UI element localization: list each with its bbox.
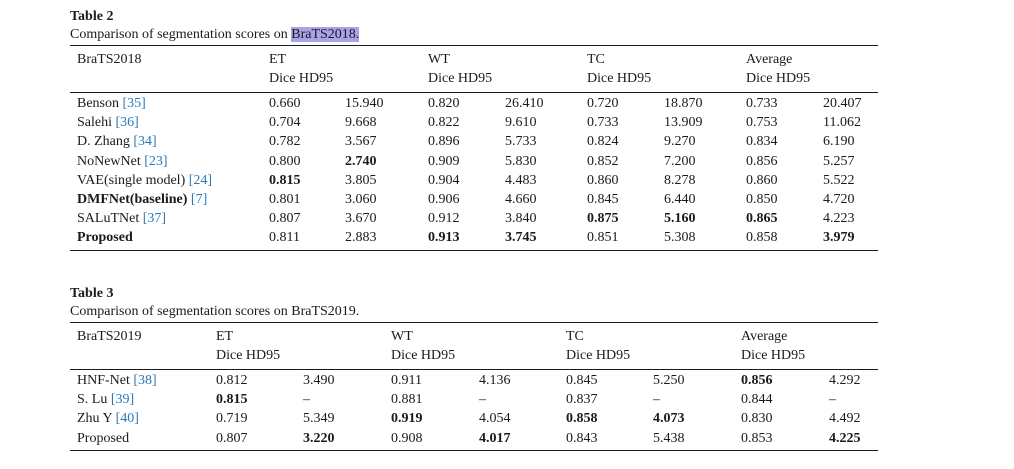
table-cell: 0.913 [428, 230, 460, 246]
method-label: D. Zhang [77, 134, 130, 150]
citation-link[interactable]: [39] [110, 392, 135, 408]
group-header-wt: WT [391, 329, 413, 344]
table-cell: 4.660 [505, 192, 537, 207]
table-2-bottom-rule [70, 250, 878, 251]
table-cell: 0.850 [746, 192, 778, 207]
table-cell: – [479, 392, 486, 408]
table-cell: 0.807 [269, 211, 301, 227]
metric-subheader: Dice HD95 [741, 348, 806, 363]
citation-link[interactable]: [35] [122, 96, 146, 111]
table-cell: 4.492 [829, 411, 861, 427]
table-cell: – [303, 392, 310, 408]
group-header-tc: TC [566, 329, 584, 344]
table-cell: 5.308 [664, 230, 696, 246]
table-cell: 0.853 [741, 430, 773, 446]
table-2-caption-highlight[interactable]: BraTS2018. [291, 27, 360, 42]
method-label: DMFNet(baseline) [77, 192, 188, 207]
table-cell: 0.852 [587, 153, 619, 169]
table-cell: 4.136 [479, 373, 511, 388]
group-header-wt: WT [428, 52, 450, 67]
table-cell: 0.719 [216, 411, 248, 427]
table-cell: 3.745 [505, 230, 537, 246]
table-cell: 7.200 [664, 153, 696, 169]
table-cell: 4.483 [505, 172, 537, 188]
table-cell: – [653, 392, 660, 408]
table-cell: 0.906 [428, 192, 460, 207]
method-name [77, 229, 133, 247]
table-cell: 0.881 [391, 392, 423, 408]
table-2-header-rule [70, 92, 878, 93]
method-label: HNF-Net [77, 373, 130, 388]
group-header-et: ET [216, 329, 234, 344]
table-cell: 3.670 [345, 211, 377, 227]
metric-subheader: Dice HD95 [216, 348, 281, 363]
table-cell: 0.904 [428, 172, 460, 188]
table-cell: 0.865 [746, 211, 778, 227]
table-cell: 0.753 [746, 115, 778, 131]
dataset-header: BraTS2018 [77, 52, 142, 67]
group-header-average: Average [741, 329, 788, 344]
table-cell: 0.896 [428, 134, 460, 150]
table-cell: 9.270 [664, 134, 696, 150]
citation-link[interactable]: [38] [133, 373, 157, 388]
table-cell: 3.567 [345, 134, 377, 150]
method-label: Proposed [77, 430, 130, 446]
method-name [77, 410, 139, 428]
metric-subheader: Dice HD95 [391, 348, 456, 363]
method-name [77, 210, 166, 228]
method-label: S. Lu [77, 392, 108, 408]
table-cell: 4.292 [829, 373, 861, 388]
table-cell: 0.733 [746, 96, 778, 111]
table-cell: 0.801 [269, 192, 301, 207]
table-cell: 0.856 [746, 153, 778, 169]
table-cell: 6.440 [664, 192, 696, 207]
table-cell: 0.822 [428, 115, 460, 131]
table-cell: 0.812 [216, 373, 248, 388]
table-cell: 5.830 [505, 153, 537, 169]
table-cell: 0.919 [391, 411, 423, 427]
metric-subheader: Dice HD95 [587, 71, 652, 86]
table-cell: 0.720 [587, 96, 619, 111]
method-name [77, 430, 129, 448]
table-cell: 4.017 [479, 430, 511, 446]
table-cell: 13.909 [664, 115, 703, 131]
method-name [77, 133, 157, 151]
table-cell: 5.160 [664, 211, 696, 227]
table-3-top-rule [70, 322, 878, 323]
table-cell: 0.858 [566, 411, 598, 427]
table-cell: – [829, 392, 836, 408]
metric-subheader: Dice HD95 [746, 71, 811, 86]
method-name [77, 95, 146, 113]
method-name [77, 114, 139, 132]
method-name [77, 191, 207, 209]
table-cell: 0.875 [587, 211, 619, 227]
table-cell: 2.883 [345, 230, 377, 246]
method-name [77, 172, 212, 190]
table-cell: 4.054 [479, 411, 511, 427]
table-3-bottom-rule [70, 450, 878, 451]
table-cell: 0.807 [216, 430, 248, 446]
table-cell: 4.223 [823, 211, 855, 227]
table-cell: 5.349 [303, 411, 335, 427]
table-cell: 3.060 [345, 192, 377, 207]
method-label: NoNewNet [77, 153, 141, 169]
method-label: Benson [77, 96, 119, 111]
table-cell: 0.860 [746, 172, 778, 188]
table-cell: 0.815 [216, 392, 248, 408]
citation-link[interactable]: [40] [115, 411, 139, 427]
table-cell: 0.858 [746, 230, 778, 246]
table-2-top-rule [70, 45, 878, 46]
table-cell: 3.979 [823, 230, 855, 246]
table-cell: 0.908 [391, 430, 423, 446]
group-header-tc: TC [587, 52, 605, 67]
table-cell: 5.257 [823, 153, 855, 169]
table-cell: 5.733 [505, 134, 537, 150]
table-cell: 0.837 [566, 392, 598, 408]
table-cell: 4.225 [829, 430, 861, 446]
table-cell: 0.704 [269, 115, 301, 131]
table-2-caption-text: Comparison of segmentation scores on [70, 27, 292, 42]
method-label: SALuTNet [77, 211, 140, 227]
table-3 [70, 283, 878, 463]
table-cell: 3.490 [303, 373, 335, 388]
method-label: Salehi [77, 115, 112, 131]
citation-link[interactable]: [24] [188, 172, 213, 188]
method-name [77, 153, 168, 171]
table-cell: 0.800 [269, 153, 301, 169]
method-label: VAE(single model) [77, 172, 186, 188]
table-cell: 0.733 [587, 115, 619, 131]
table-cell: 3.840 [505, 211, 537, 227]
table-2-label: Table 2 [70, 9, 114, 24]
metric-subheader: Dice HD95 [566, 348, 631, 363]
group-header-average: Average [746, 52, 793, 67]
table-2 [70, 6, 878, 256]
table-cell: 4.073 [653, 411, 685, 427]
table-cell: 0.909 [428, 153, 460, 169]
table-cell: 0.845 [587, 192, 619, 207]
method-name [77, 391, 134, 409]
method-label: Zhu Y [77, 411, 113, 427]
table-cell: 0.843 [566, 430, 598, 446]
table-cell: 0.856 [741, 373, 773, 388]
table-cell: 5.438 [653, 430, 685, 446]
table-cell: 20.407 [823, 96, 862, 111]
table-cell: 9.610 [505, 115, 537, 131]
table-cell: 0.844 [741, 392, 773, 408]
table-cell: 18.870 [664, 96, 703, 111]
table-cell: 0.811 [269, 230, 300, 246]
table-cell: 0.834 [746, 134, 778, 150]
method-name [77, 372, 157, 390]
table-cell: 8.278 [664, 172, 696, 188]
table-cell: 0.912 [428, 211, 460, 227]
citation-link[interactable]: [7] [190, 192, 208, 207]
table-cell: 0.824 [587, 134, 619, 150]
table-3-header-rule [70, 369, 878, 370]
metric-subheader: Dice HD95 [428, 71, 493, 86]
table-cell: 0.845 [566, 373, 598, 388]
table-cell: 15.940 [345, 96, 384, 111]
table-cell: 11.062 [823, 115, 861, 131]
table-cell: 0.911 [391, 373, 422, 388]
group-header-et: ET [269, 52, 287, 67]
citation-link[interactable]: [23] [144, 153, 168, 169]
table-cell: 0.851 [587, 230, 619, 246]
table-cell: 3.805 [345, 172, 377, 188]
table-cell: 5.522 [823, 172, 855, 188]
table-3-caption: Comparison of segmentation scores on BraTS2019. [70, 304, 360, 319]
table-cell: 0.820 [428, 96, 460, 111]
table-cell: 0.860 [587, 172, 619, 188]
table-3-label: Table 3 [70, 286, 114, 301]
table-2-caption [70, 26, 359, 44]
dataset-header: BraTS2019 [77, 329, 142, 344]
table-cell: 4.720 [823, 192, 855, 207]
citation-link[interactable]: [37] [142, 211, 167, 227]
citation-link[interactable]: [36] [115, 115, 139, 131]
method-label: Proposed [77, 230, 133, 246]
metric-subheader: Dice HD95 [269, 71, 334, 86]
table-cell: 0.660 [269, 96, 301, 111]
table-cell: 9.668 [345, 115, 377, 131]
table-cell: 6.190 [823, 134, 855, 150]
table-cell: 26.410 [505, 96, 544, 111]
table-cell: 3.220 [303, 430, 335, 446]
table-cell: 0.782 [269, 134, 301, 150]
table-cell: 0.815 [269, 172, 301, 188]
citation-link[interactable]: [34] [133, 134, 157, 150]
table-cell: 2.740 [345, 153, 377, 169]
table-cell: 5.250 [653, 373, 685, 388]
table-cell: 0.830 [741, 411, 773, 427]
